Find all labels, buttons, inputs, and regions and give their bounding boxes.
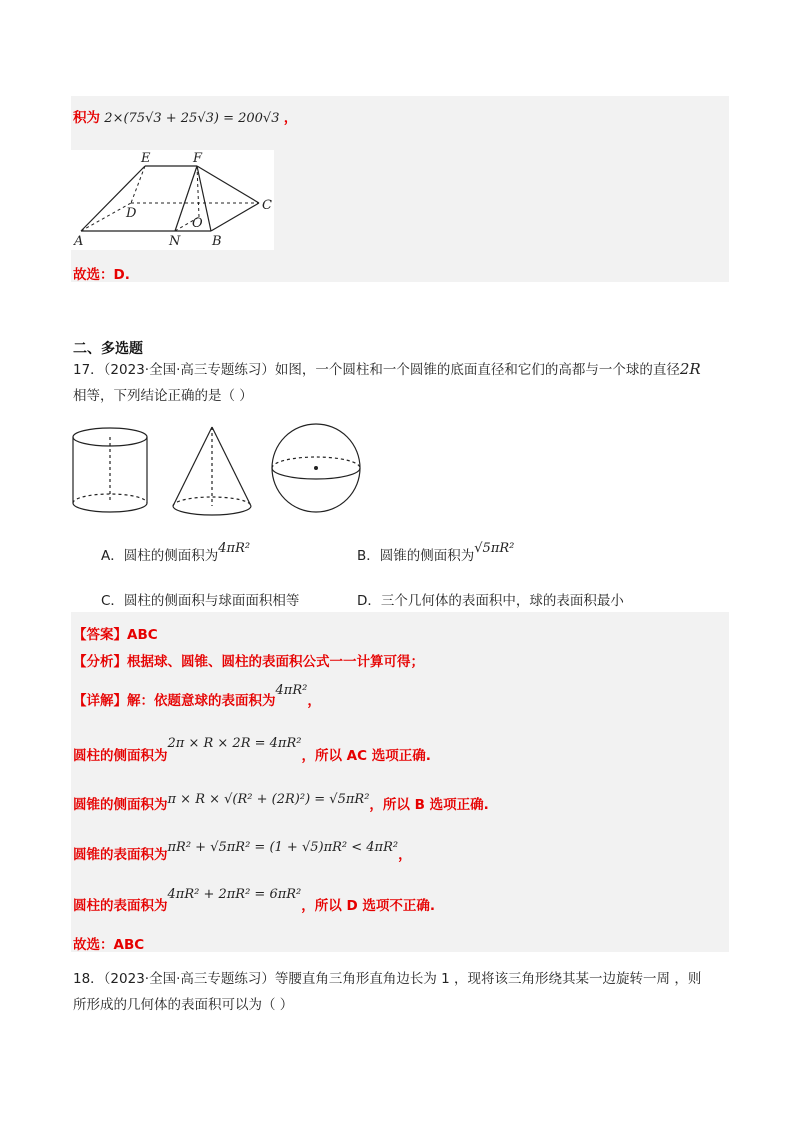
label-A: A: [74, 234, 84, 249]
q17-analysis: 【分析】根据球、圆锥、圆柱的表面积公式一一计算可得；: [73, 654, 424, 670]
q17-answer: 【答案】ABC: [73, 627, 158, 643]
area-formula: 2×(75√3 + 25√3) = 200√3: [104, 111, 280, 126]
line4-math: πR² + √5πR² = (1 + √5)πR² < 4πR²: [167, 840, 399, 855]
q17-stem-line1: 17．（2023·全国·高三专题练习）如图，一个圆柱和一个圆锥的底面直径和它们的高都与一个球的直径: [73, 362, 680, 378]
option-d: D．三个几何体的表面积中，球的表面积最小: [357, 593, 624, 609]
solids-figure: [66, 420, 376, 522]
choice-16: 故选：D.: [73, 267, 130, 283]
line2-math: 2π × R × 2R = 4πR²: [167, 736, 302, 751]
area-prefix: 积为: [73, 110, 100, 126]
option-a: [101, 541, 251, 564]
q17-line3: [73, 793, 489, 813]
label-F: F: [193, 151, 203, 166]
detail-math: 4πR²: [275, 683, 308, 698]
option-b: [357, 541, 515, 564]
label-B: B: [212, 234, 222, 249]
label-O: O: [192, 216, 203, 231]
detail-suffix: ，: [307, 693, 321, 709]
line4-prefix: 圆锥的表面积为: [73, 847, 168, 863]
line2-suffix: ，所以 AC 选项正确.: [301, 748, 431, 764]
area-suffix: ，: [283, 110, 298, 126]
q18-stem-line1: 18．（2023·全国·高三专题练习）等腰直角三角形直角边长为 1 ，现将该三角形绕其某一边旋转一周 ，则: [73, 971, 702, 987]
label-D: D: [126, 206, 137, 221]
cylinder-shape: [73, 428, 147, 512]
q17-stem-line2: 相等，下列结论正确的是（ ）: [73, 388, 253, 404]
q17-line2: [73, 736, 431, 764]
line5-prefix: 圆柱的表面积为: [73, 898, 168, 914]
cone-shape: [173, 427, 251, 515]
q17-line5: [73, 887, 435, 914]
detail-prefix: 【详解】解：依题意球的表面积为: [73, 693, 276, 709]
line3-suffix: ，所以 B 选项正确.: [369, 797, 489, 813]
area-result-line: [73, 106, 297, 126]
q17-line4: [73, 840, 412, 863]
q18-stem-line2: 所形成的几何体的表面积可以为（ ）: [73, 997, 294, 1013]
line5-suffix: ，所以 D 选项不正确.: [301, 898, 435, 914]
line4-suffix: ，: [398, 847, 412, 863]
line5-math: 4πR² + 2πR² = 6πR²: [167, 887, 302, 902]
line3-math: π × R × √(R² + (2R)²) = √5πR²: [167, 792, 370, 807]
option-b-text: B．圆锥的侧面积为: [357, 548, 475, 564]
q17-stem-var: 2R: [679, 360, 701, 378]
option-a-text: A．圆柱的侧面积为: [101, 548, 219, 564]
label-N: N: [169, 234, 181, 249]
section-title: 二、多选题: [73, 341, 143, 357]
option-c: C．圆柱的侧面积与球面面积相等: [101, 593, 300, 609]
polyhedron-figure: [71, 150, 274, 250]
line3-prefix: 圆锥的侧面积为: [73, 797, 168, 813]
q17-stem: [73, 356, 701, 409]
option-b-math: √5πR²: [474, 541, 515, 556]
sphere-shape: [272, 424, 360, 512]
option-a-math: 4πR²: [218, 541, 251, 556]
q17-detail: [73, 683, 321, 709]
q17-choice: 故选：ABC: [73, 937, 145, 953]
q18-stem: [73, 966, 701, 1018]
label-E: E: [141, 151, 151, 166]
line2-prefix: 圆柱的侧面积为: [73, 748, 168, 764]
label-C: C: [262, 198, 272, 213]
